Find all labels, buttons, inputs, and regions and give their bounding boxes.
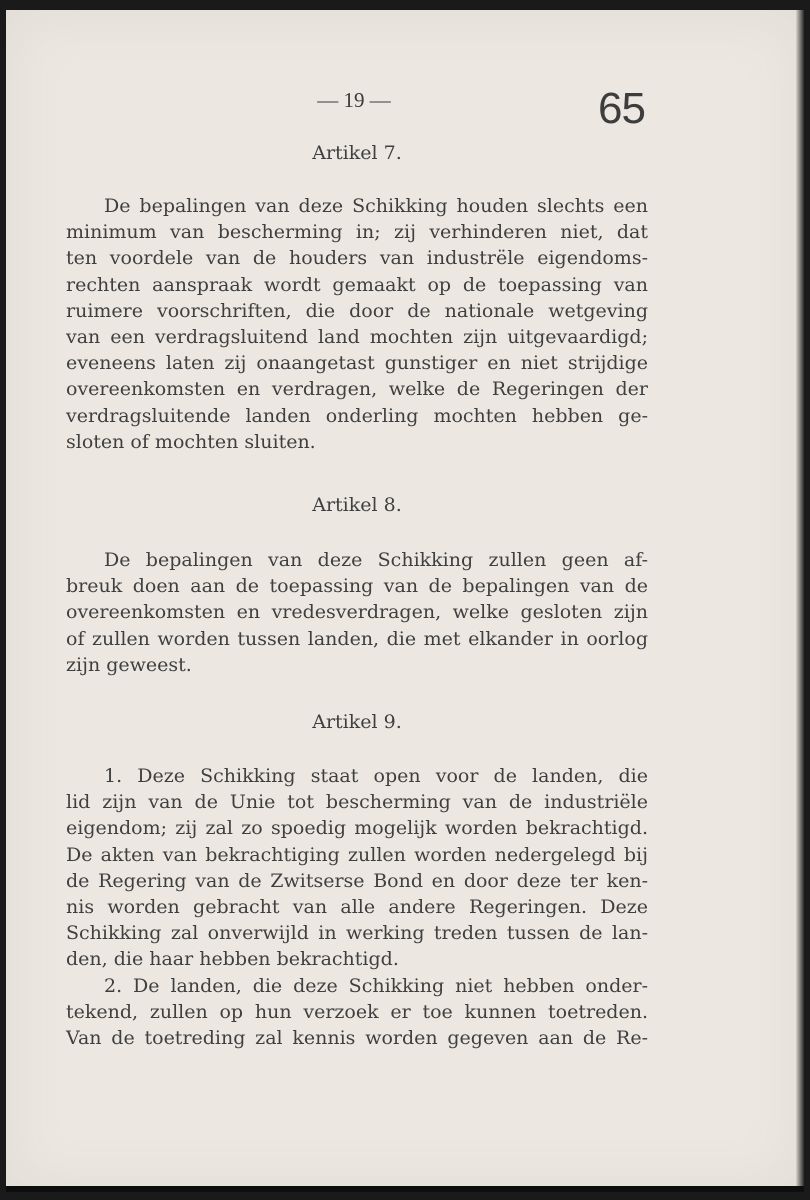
text-line: ten voordele van de houders van industrële eigendoms- [66,247,648,270]
text-line: Van de toetreding zal kennis worden gegeven aan de Re- [66,1027,648,1050]
text-line: lid zijn van de Unie tot bescherming van de industriële [66,791,648,814]
text-line: De akten van bekrachtiging zullen worden nedergelegd bij [66,843,648,866]
text-line: den, die haar hebben bekrachtigd. [66,948,399,971]
page-right-edge-shadow [796,10,804,1186]
text-line: 1. Deze Schikking staat open voor de landen, die [104,765,648,787]
text-line: De bepalingen van deze Schikking zullen geen af- [104,549,648,571]
text-line: van een verdragsluitend land mochten zijn uitgevaardigd; [66,326,648,349]
article-7-body [66,193,648,455]
scan-bottom-border [6,1186,804,1192]
text-line: eveneens laten zij onaangetast gunstiger en niet strijdige [66,352,648,375]
article-8-heading: Artikel 8. [312,494,402,516]
text-line: sloten of mochten sluiten. [66,430,316,453]
text-line: of zullen worden tussen landen, die met elkander in oorlog [66,627,648,650]
text-line: verdragsluitende landen onderling mochten hebben ge- [66,404,648,427]
article-8-body [66,547,648,678]
text-line: overeenkomsten en vredesverdragen, welke gesloten zijn [66,601,648,624]
text-line: Schikking zal onverwijld in werking treden tussen de lan- [66,922,648,945]
text-line: ruimere voorschriften, die door de nationale wetgeving [66,299,648,322]
article-9-body [66,763,648,1051]
text-line: tekend, zullen op hun verzoek er toe kunnen toetreden. [66,1000,648,1023]
page-number: — 19 — [317,88,391,112]
text-line: de Regering van de Zwitserse Bond en door deze ter ken- [66,869,648,892]
text-line: nis worden gebracht van alle andere Regeringen. Deze [66,896,648,919]
article-9-heading: Artikel 9. [312,711,402,733]
text-line: 2. De landen, die deze Schikking niet hebben onder- [104,974,648,997]
document-page [6,10,804,1192]
text-line: zijn geweest. [66,653,192,676]
text-line: minimum van bescherming in; zij verhinderen niet, dat [66,221,648,244]
text-line: eigendom; zij zal zo spoedig mogelijk worden bekrachtigd. [66,817,648,840]
stamped-page-number: 65 [598,84,645,133]
text-line: breuk doen aan de toepassing van de bepalingen van de [66,575,648,598]
text-line: overeenkomsten en verdragen, welke de Regeringen der [66,378,648,401]
text-line: De bepalingen van deze Schikking houden slechts een [104,195,648,217]
article-7-heading: Artikel 7. [312,142,402,164]
text-line: rechten aanspraak wordt gemaakt op de toepassing van [66,273,648,296]
